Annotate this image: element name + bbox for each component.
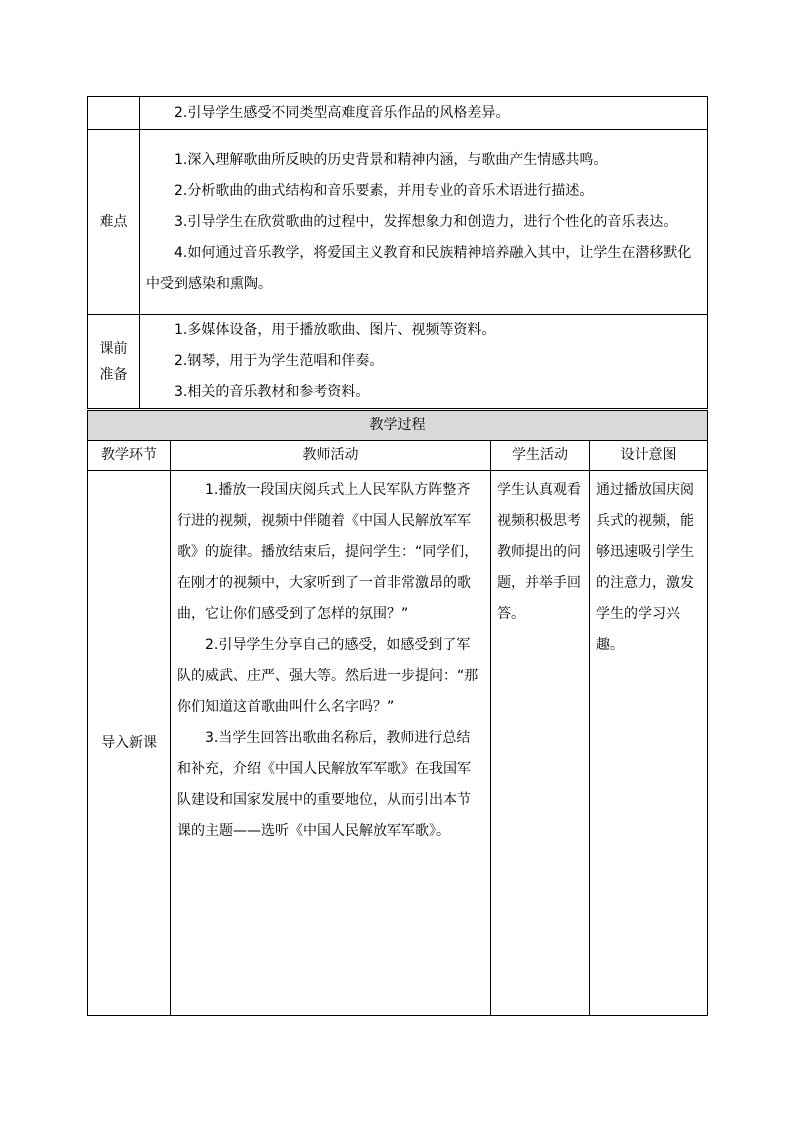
difficulty-content bbox=[140, 130, 708, 315]
objectives-table bbox=[87, 96, 708, 409]
prep-content bbox=[140, 315, 708, 409]
prep-item-1: 1.多媒体设备，用于播放歌曲、图片、视频等资料。 bbox=[174, 322, 496, 338]
process-row-intro bbox=[88, 471, 708, 1016]
header-intent: 设计意图 bbox=[590, 441, 708, 471]
teacher-step-1: 1.播放一段国庆阅兵式上人民军队方阵整齐行进的视频，视频中伴随着《中国人民解放军军歌》的旋律。播放结束后，提问学生：“同学们，在刚才的视频中，大家听到了一首非常激昂的歌曲，它让你们感受到了怎样的氛围？” bbox=[177, 482, 479, 622]
difficulty-item-3: 3.引导学生在欣赏歌曲的过程中，发挥想象力和创造力，进行个性化的音乐表达。 bbox=[174, 213, 678, 230]
header-stage: 教学环节 bbox=[88, 441, 171, 471]
process-title: 教学过程 bbox=[88, 411, 708, 441]
design-intent-cell bbox=[590, 471, 708, 1016]
continuation-content bbox=[140, 97, 708, 130]
continuation-item: 2.引导学生感受不同类型高难度音乐作品的风格差异。 bbox=[174, 104, 510, 121]
teacher-step-2: 2.引导学生分享自己的感受，如感受到了军队的威武、庄严、强大等。然后进一步提问：“那你们知道这首歌曲叫什么名字吗？” bbox=[177, 637, 479, 715]
prep-label-line2: 准备 bbox=[99, 366, 128, 383]
header-teacher: 教师活动 bbox=[171, 441, 491, 471]
teacher-step-3: 3.当学生回答出歌曲名称后，教师进行总结和补充，介绍《中国人民解放军军歌》在我国军队建设和国家发展中的重要地位，从而引出本节课的主题——选听《中国人民解放军军歌》。 bbox=[177, 730, 471, 839]
process-header-row bbox=[88, 441, 708, 471]
prep-item-3: 3.相关的音乐教材和参考资料。 bbox=[174, 384, 370, 400]
prep-row bbox=[88, 315, 708, 409]
process-title-row bbox=[88, 411, 708, 441]
header-student: 学生活动 bbox=[491, 441, 590, 471]
difficulty-label: 难点 bbox=[88, 130, 140, 315]
student-activity-cell bbox=[491, 471, 590, 1016]
prep-item-2: 2.钢琴，用于为学生范唱和伴奏。 bbox=[174, 353, 384, 369]
difficulty-item-2: 2.分析歌曲的曲式结构和音乐要素，并用专业的音乐术语进行描述。 bbox=[174, 182, 594, 199]
student-activity-text: 学生认真观看视频积极思考教师提出的问题，并举手回答。 bbox=[497, 482, 581, 622]
design-intent-text: 通过播放国庆阅兵式的视频，能够迅速吸引学生的注意力，激发学生的学习兴趣。 bbox=[596, 482, 694, 653]
teacher-activity-cell bbox=[171, 471, 491, 1016]
difficulty-row bbox=[88, 130, 708, 315]
process-table bbox=[87, 410, 708, 1016]
stage-cell: 导入新课 bbox=[88, 471, 171, 1016]
continuation-label bbox=[88, 97, 140, 130]
difficulty-item-1: 1.深入理解歌曲所反映的历史背景和精神内涵，与歌曲产生情感共鸣。 bbox=[174, 151, 608, 168]
continuation-row bbox=[88, 97, 708, 130]
prep-label-line1: 课前 bbox=[99, 340, 128, 357]
difficulty-item-4: 4.如何通过音乐教学，将爱国主义教育和民族精神培养融入其中，让学生在潜移默化中受到感染和熏陶。 bbox=[146, 244, 692, 292]
prep-label bbox=[88, 315, 140, 409]
